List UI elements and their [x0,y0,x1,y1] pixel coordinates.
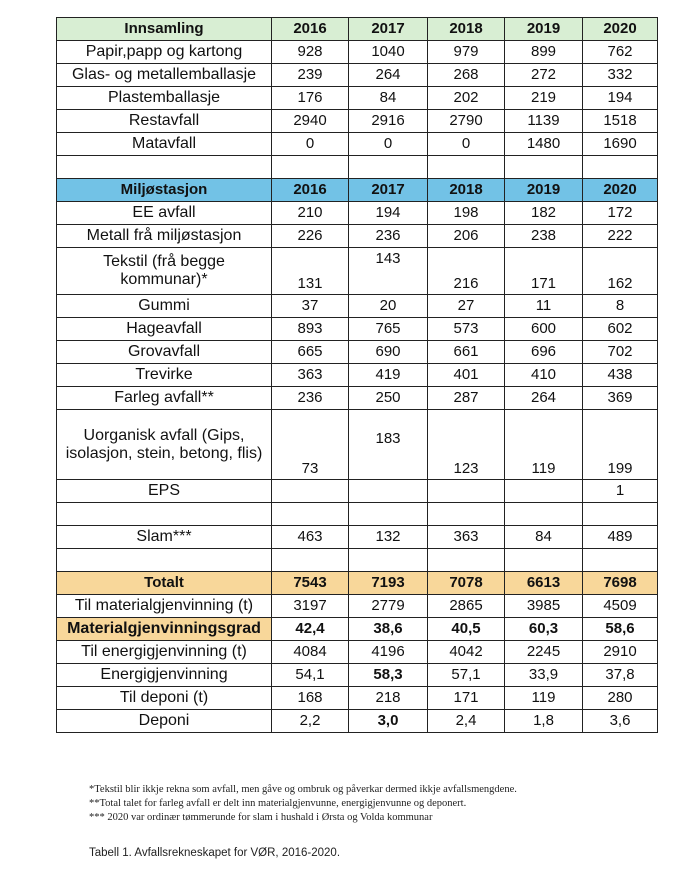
table-row [57,480,658,503]
row-value [428,156,505,179]
section-header-cell: 7698 [583,572,658,595]
row-value [428,549,505,572]
row-value: 1040 [349,41,428,64]
row-value: 893 [272,318,349,341]
section-header-row [57,18,658,41]
waste-accounts-table [56,17,658,733]
row-value: 198 [428,202,505,225]
row-value [505,503,583,526]
row-label: Gummi [57,295,272,318]
table-row [57,341,658,364]
row-label: Trevirke [57,364,272,387]
row-value: 2,4 [428,710,505,733]
row-value: 0 [272,133,349,156]
row-value: 332 [583,64,658,87]
section-header-row [57,179,658,202]
section-header-cell: 7543 [272,572,349,595]
section-header-cell: 2019 [505,18,583,41]
row-value: 11 [505,295,583,318]
row-value [505,156,583,179]
table-row [57,248,658,295]
row-value: 38,6 [349,618,428,641]
table-row [57,87,658,110]
row-value: 1690 [583,133,658,156]
row-value: 363 [272,364,349,387]
row-value: 272 [505,64,583,87]
row-value: 702 [583,341,658,364]
section-header-cell: 2020 [583,179,658,202]
table-row [57,710,658,733]
row-value: 2865 [428,595,505,618]
row-value: 287 [428,387,505,410]
table-row [57,156,658,179]
row-value: 661 [428,341,505,364]
table-row [57,549,658,572]
row-value: 696 [505,341,583,364]
row-label: Grovavfall [57,341,272,364]
table-row [57,618,658,641]
footnote-sludge: *** 2020 var ordinær tømmerunde for slam i hushald i Ørsta og Volda kommunar [89,812,433,823]
row-label: Matavfall [57,133,272,156]
section-header-cell: 2018 [428,18,505,41]
row-value: 8 [583,295,658,318]
row-value: 264 [505,387,583,410]
table-row [57,202,658,225]
row-value [505,549,583,572]
row-value: 762 [583,41,658,64]
row-value: 194 [583,87,658,110]
row-value [583,549,658,572]
row-value [428,503,505,526]
row-value: 222 [583,225,658,248]
section-header-cell: 2018 [428,179,505,202]
row-value: 131 [272,248,349,295]
section-header-cell: 2020 [583,18,658,41]
row-label: Tekstil (frå begge kommunar)* [57,248,272,295]
row-label: Energigjenvinning [57,664,272,687]
section-header-cell: 7193 [349,572,428,595]
row-value: 57,1 [428,664,505,687]
row-value: 236 [349,225,428,248]
row-label: Papir,papp og kartong [57,41,272,64]
section-header-cell: 2019 [505,179,583,202]
row-value: 1139 [505,110,583,133]
row-value: 236 [272,387,349,410]
row-value: 119 [505,410,583,480]
row-value: 226 [272,225,349,248]
row-value [349,156,428,179]
row-value-bold: 58,3 [373,666,403,683]
table-row [57,41,658,64]
row-value: 84 [505,526,583,549]
row-value: 602 [583,318,658,341]
row-value: 979 [428,41,505,64]
row-label: Farleg avfall** [57,387,272,410]
footnotes [89,783,517,825]
row-value: 2,2 [272,710,349,733]
row-value: 216 [428,248,505,295]
table-row [57,225,658,248]
row-value: 264 [349,64,428,87]
row-label: Glas- og metallemballasje [57,64,272,87]
row-value: 1480 [505,133,583,156]
row-value: 3,6 [583,710,658,733]
row-value: 765 [349,318,428,341]
row-value: 250 [349,387,428,410]
table-row [57,133,658,156]
row-value: 665 [272,341,349,364]
row-value: 210 [272,202,349,225]
row-value: 600 [505,318,583,341]
row-value: 183 [349,410,428,480]
row-value [349,549,428,572]
row-value: 60,3 [505,618,583,641]
row-value: 928 [272,41,349,64]
row-value: 168 [272,687,349,710]
row-value: 40,5 [428,618,505,641]
row-value: 2790 [428,110,505,133]
row-value: 123 [428,410,505,480]
table-row [57,64,658,87]
table-row [57,503,658,526]
row-value: 690 [349,341,428,364]
row-value: 0 [349,133,428,156]
row-label: Materialgjenvinningsgrad [57,618,272,641]
row-label: Deponi [57,710,272,733]
section-header-label: Miljøstasjon [57,179,272,202]
row-value: 419 [349,364,428,387]
row-value: 573 [428,318,505,341]
row-label [57,503,272,526]
row-value [272,503,349,526]
row-value: 2245 [505,641,583,664]
row-value: 171 [428,687,505,710]
table-row [57,318,658,341]
row-value [272,156,349,179]
row-value [272,549,349,572]
table-row [57,526,658,549]
row-value: 171 [505,248,583,295]
section-header-cell: 2017 [349,179,428,202]
row-value: 2779 [349,595,428,618]
table-row [57,595,658,618]
row-value: 410 [505,364,583,387]
table-row [57,664,658,687]
row-value: 176 [272,87,349,110]
row-value: 37,8 [583,664,658,687]
row-value: 199 [583,410,658,480]
row-label: Plastemballasje [57,87,272,110]
row-value: 3197 [272,595,349,618]
footnote-textile: *Tekstil blir ikkje rekna som avfall, men gåve og ombruk og påverkar dermed ikkje avfallsmengdene. [89,784,517,795]
row-value: 2910 [583,641,658,664]
section-header-cell: 7078 [428,572,505,595]
section-header-cell: 2016 [272,179,349,202]
row-value: 268 [428,64,505,87]
table-row [57,364,658,387]
row-value: 1518 [583,110,658,133]
row-value: 206 [428,225,505,248]
table-row [57,295,658,318]
row-value: 899 [505,41,583,64]
row-value: 0 [428,133,505,156]
row-value: 58,6 [583,618,658,641]
row-label [57,156,272,179]
row-value: 182 [505,202,583,225]
row-value: 20 [349,295,428,318]
row-value [428,480,505,503]
row-value: 363 [428,526,505,549]
row-label: Restavfall [57,110,272,133]
section-header-label: Innsamling [57,18,272,41]
row-label: EE avfall [57,202,272,225]
row-value: 4509 [583,595,658,618]
row-value: 194 [349,202,428,225]
row-value: 1 [583,480,658,503]
row-value: 3985 [505,595,583,618]
row-label: Uorganisk avfall (Gips, isolasjon, stein, betong, flis) [57,410,272,480]
row-value [349,503,428,526]
row-value: 1,8 [505,710,583,733]
section-header-row [57,572,658,595]
row-value: 218 [349,687,428,710]
row-value: 2916 [349,110,428,133]
footnote-hazardous: **Total talet for farleg avfall er delt inn materialgjenvunne, energigjenvunne og deponert. [89,798,467,809]
row-label: Hageavfall [57,318,272,341]
row-value [349,664,428,687]
row-label: Til energigjenvinning (t) [57,641,272,664]
section-header-label: Totalt [57,572,272,595]
row-value: 27 [428,295,505,318]
row-value: 143 [349,248,428,295]
table-row [57,110,658,133]
row-value [272,480,349,503]
row-value [349,480,428,503]
row-label: Slam*** [57,526,272,549]
row-value [583,503,658,526]
section-header-cell: 2016 [272,18,349,41]
table-row [57,410,658,480]
table-row [57,687,658,710]
row-value: 219 [505,87,583,110]
row-value: 54,1 [272,664,349,687]
row-value [349,710,428,733]
row-label: Til deponi (t) [57,687,272,710]
row-value: 238 [505,225,583,248]
row-value: 162 [583,248,658,295]
row-value: 73 [272,410,349,480]
row-value: 4196 [349,641,428,664]
row-value: 119 [505,687,583,710]
row-label: Metall frå miljøstasjon [57,225,272,248]
row-value: 42,4 [272,618,349,641]
row-label: EPS [57,480,272,503]
row-value: 172 [583,202,658,225]
row-value: 239 [272,64,349,87]
section-header-cell: 2017 [349,18,428,41]
row-value: 132 [349,526,428,549]
row-value: 463 [272,526,349,549]
row-label [57,549,272,572]
row-value: 202 [428,87,505,110]
row-value: 33,9 [505,664,583,687]
row-value: 84 [349,87,428,110]
row-value: 401 [428,364,505,387]
row-value: 438 [583,364,658,387]
table-caption: Tabell 1. Avfallsrekneskapet for VØR, 2016-2020. [89,847,341,859]
row-value: 369 [583,387,658,410]
row-value: 2940 [272,110,349,133]
row-value: 4084 [272,641,349,664]
row-value: 4042 [428,641,505,664]
row-value-bold: 3,0 [377,712,399,729]
row-value [505,480,583,503]
section-header-cell: 6613 [505,572,583,595]
table-row [57,387,658,410]
row-value [583,156,658,179]
row-value: 489 [583,526,658,549]
table-row [57,641,658,664]
row-value: 37 [272,295,349,318]
row-value: 280 [583,687,658,710]
row-label: Til materialgjenvinning (t) [57,595,272,618]
